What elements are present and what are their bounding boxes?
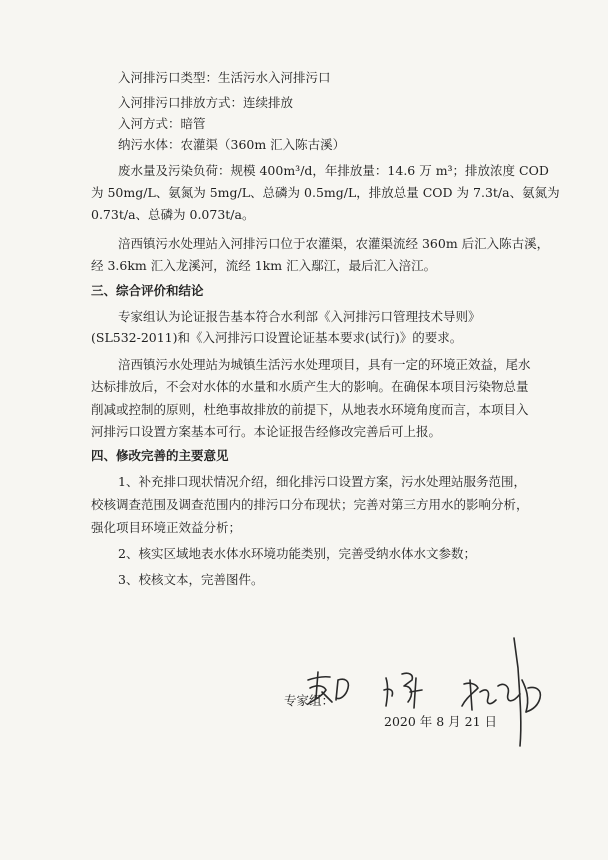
- handwritten-signatures: [300, 628, 570, 748]
- conclusion-p2-line-2: 达标排放后，不会对水体的水量和水质产生大的影响。在确保本项目污染物总量: [91, 379, 529, 394]
- load-line-2: 为 50mg/L、氨氮为 5mg/L、总磷为 0.5mg/L，排放总量 COD 为 7.3t/a、氨氮为: [91, 185, 560, 200]
- signature-1: [308, 672, 348, 704]
- conclusion-p2-line-1: 涪西镇污水处理站为城镇生活污水处理项目，具有一定的环境正效益，尾水: [118, 357, 531, 372]
- section-3-heading: 三、综合评价和结论: [91, 283, 204, 298]
- conclusion-p1-line-1: 专家组认为论证报告基本符合水利部《入河排污口管理技术导则》: [118, 309, 481, 324]
- discharge-method: 入河排污口排放方式：连续排放: [118, 95, 294, 110]
- entry-method: 入河方式：暗管: [118, 116, 206, 131]
- conclusion-p2-line-3: 削减或控制的原则，杜绝事故排放的前提下，从地表水环境角度而言，本项目入: [91, 402, 529, 417]
- opinion-1-line-1: 1、补充排口现状情况介绍，细化排污口设置方案，污水处理站服务范围，: [118, 474, 526, 489]
- opinion-1-line-2: 校核调查范围及调查范围内的排污口分布现状；完善对第三方用水的影响分析，: [91, 497, 529, 512]
- load-line-1: 废水量及污染负荷：规模 400m³/d，年排放量：14.6 万 m³；排放浓度 COD: [118, 163, 549, 178]
- load-line-3: 0.73t/a、总磷为 0.073t/a。: [91, 207, 255, 222]
- route-line-2: 经 3.6km 汇入龙溪河，流经 1km 汇入鄢江，最后汇入涪江。: [91, 258, 437, 273]
- opinion-3: 3、校核文本，完善图件。: [118, 572, 264, 587]
- signature-date: 2020 年 8 月 21 日: [384, 714, 498, 729]
- route-line-1: 涪西镇污水处理站入河排污口位于农灌渠，农灌渠流经 360m 后汇入陈古溪，: [118, 236, 550, 251]
- opinion-2: 2、核实区域地表水体水环境功能类别，完善受纳水体水文参数；: [118, 546, 476, 561]
- expert-group-label: 专家组：: [284, 693, 335, 708]
- section-4-heading: 四、修改完善的主要意见: [91, 448, 229, 463]
- signature-2: [384, 673, 422, 708]
- discharge-type: 入河排污口类型：生活污水入河排污口: [118, 70, 331, 85]
- receiving-water: 纳污水体：农灌渠（360m 汇入陈古溪）: [118, 137, 346, 152]
- conclusion-p1-line-2: (SL532-2011)和《入河排污口设置论证基本要求(试行)》的要求。: [91, 330, 463, 345]
- conclusion-p2-line-4: 河排污口设置方案基本可行。本论证报告经修改完善后可上报。: [91, 424, 442, 439]
- opinion-1-line-3: 强化项目环境正效益分析；: [91, 520, 242, 535]
